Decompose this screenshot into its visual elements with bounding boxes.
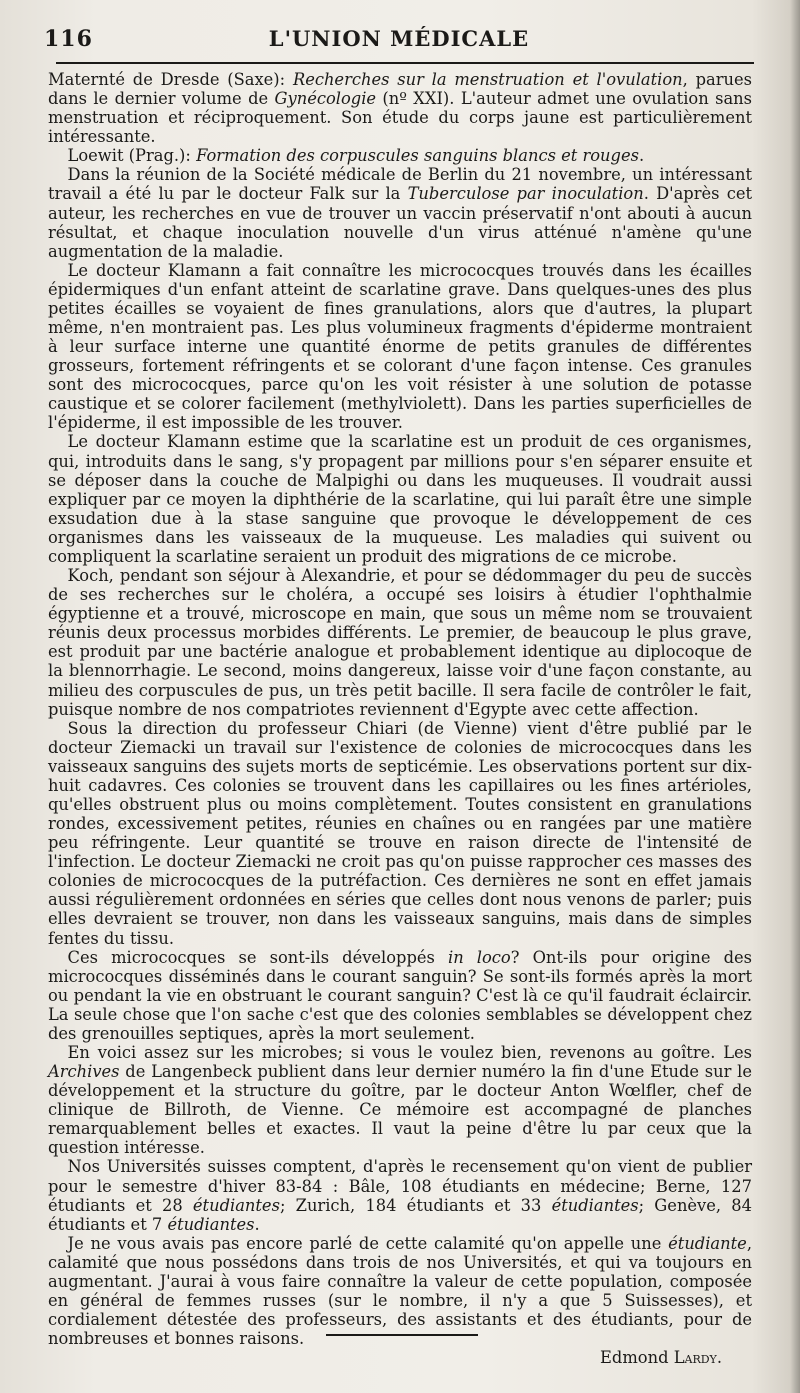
page-number: 116 — [44, 26, 93, 52]
article-body — [48, 70, 752, 1367]
page-header — [40, 26, 758, 56]
paragraph-goitre: En voici assez sur les microbes; si vous le voulez bien, revenons au goître. Les Archives de Langenbeck publient dans leur dernier numéro la fin d'une Etude sur le développement et la structure du goître, par le docteur Anton Wœlfler, chef de clinique de Billroth, de Vienne. Ce mémoire est accompagné de planches remarquablement belles et exactes. Il vaut la peine d'être lu par ceux que la question intéresse. — [48, 1042, 752, 1158]
paragraph-klamann-2: Le docteur Klamann estime que la scarlatine est un produit de ces organismes, qui, introduits dans le sang, s'y propagent par millions pour s'en séparer ensuite et se déposer dans la couche de Malpighi ou dans les muqueuses. Il voudrait aussi expliquer par ce moyen la diphthérie de la scarlatine, qui lui paraît être une simple exsudation due à la stase sanguine que provoque le développement de ces organismes dans les vaisseaux de la muqueuse. Les maladies qui suivent ou compliquent la scarlatine seraient un produit des migrations de ce microbe. — [48, 432, 752, 566]
paragraph-chiari: Sous la direction du professeur Chiari (de Vienne) vient d'être publié par le docteur Ziemacki un travail sur l'existence de colonies de micrococques dans les vaisseaux sanguins des sujets morts de septicémie. Les observations portent sur dix-huit cadavres. Ces colonies se trouvent dans les capillaires ou les fines artérioles, qu'elles obstruent plus ou moins complètement. Toutes consistent en granulations rondes, excessivement petites, réunies en chaînes ou en rangées par une matière peu réfringente. Leur quantité se trouve en raison directe de l'intensité de l'infection. Le docteur Ziemacki ne croit pas qu'on puisse rapprocher ces masses des colonies de micrococques de la putréfaction. Ces dernières ne sont en effet jamais aussi régulièrement ordonnées en séries que celles dont nous venons de parler; puis elles devraient se trouver, non dans les vaisseaux sanguins, mais dans de simples fentes du tissu. — [48, 718, 752, 948]
paragraph-dresde: Maternté de Dresde (Saxe): Recherches sur la menstruation et l'ovulation, parues dans le dernier volume de Gynécologie (nº XXI). L'auteur admet une ovulation sans menstruation et réciproquement. Son étude du corps jaune est particulièrement intéressante. — [48, 70, 752, 147]
paragraph-koch: Koch, pendant son séjour à Alexandrie, et pour se dédommager du peu de succès de ses recherches sur le choléra, a occupé ses loisirs à étudier l'ophthalmie égyptienne et a trouvé, microscope en main, que sous un même nom se trouvaient réunis deux processus morbides différents. Le premier, de beaucoup le plus grave, est produit par une bactérie analogue et probablement identique au diplocoque de la blennorrhagie. Le second, moins dangereux, laisse voir d'une façon constante, au milieu des corpuscules de pus, un très petit bacille. Il sera facile de contrôler le fait, puisque nombre de nos compatriotes reviennent d'Egypte avec cette affection. — [48, 566, 752, 719]
paragraph-etudiante: Je ne vous avais pas encore parlé de cette calamité qu'on appelle une étudiante, calamité que nous possédons dans trois de nos Universités, et qui va toujours en augmentant. J'aurai à vous faire connaître la valeur de cette population, composée en général de femmes russes (sur le nombre, il n'y a que 5 Suissesses), et cordialement détestée des professeurs, des assistants et des étudiants, pour de nombreuses et bonnes raisons. — [48, 1233, 752, 1349]
paragraph-universites: Nos Universités suisses comptent, d'après le recensement qu'on vient de publier pour le semestre d'hiver 83-84 : Bâle, 108 étudiants en médecine; Berne, 127 étudiants et 28 étudiantes; Zurich, 184 étudiants et 33 étudiantes; Genève, 84 étudiants et 7 étudiantes. — [48, 1157, 752, 1234]
paragraph-in-loco: Ces micrococques se sont-ils développés in loco? Ont-ils pour origine des micrococques disséminés dans le courant sanguin? Se sont-ils formés après la mort ou pendant la vie en obstruant le courant sanguin? C'est là ce qu'il faudrait éclaircir. La seule chose que l'on sache c'est que des colonies semblables se développent chez des grenouilles septiques, après la mort seulement. — [48, 947, 752, 1043]
paragraph-klamann-1: Le docteur Klamann a fait connaître les micrococques trouvés dans les écailles épidermiques d'un enfant atteint de scarlatine grave. Dans quelques-unes des plus petites écailles se voyaient de fines granulations, alors que d'autres, la plupart même, n'en montraient pas. Les plus volumineux fragments d'épiderme montraient à leur surface interne une quantité énorme de petits granules de différentes grosseurs, fortement réfringents et se colorant d'une façon intense. Ces granules sont des micrococques, parce qu'on les voit résister à une solution de potasse caustique et se colorer facilement (methylviolett). Dans les parties superficielles de l'épiderme, il est impossible de les trouver. — [48, 260, 752, 433]
end-rule — [326, 1334, 478, 1336]
paragraph-berlin: Dans la réunion de la Société médicale de Berlin du 21 novembre, un intéressant travail a été lu par le docteur Falk sur la Tuberculose par inoculation. D'après cet auteur, les recherches en vue de trouver un vaccin préservatif n'ont abouti à aucun résultat, et chaque inoculation nouvelle d'un virus atténué n'amène qu'une augmentation de la maladie. — [48, 165, 752, 261]
running-title: L'UNION MÉDICALE — [268, 26, 530, 51]
paragraph-loewit: Loewit (Prag.): Formation des corpuscules sanguins blancs et rouges. — [67, 146, 645, 166]
signature: Edmond Lardy. — [600, 1348, 722, 1368]
page-edge-shadow — [790, 0, 800, 1393]
header-rule — [56, 62, 754, 64]
